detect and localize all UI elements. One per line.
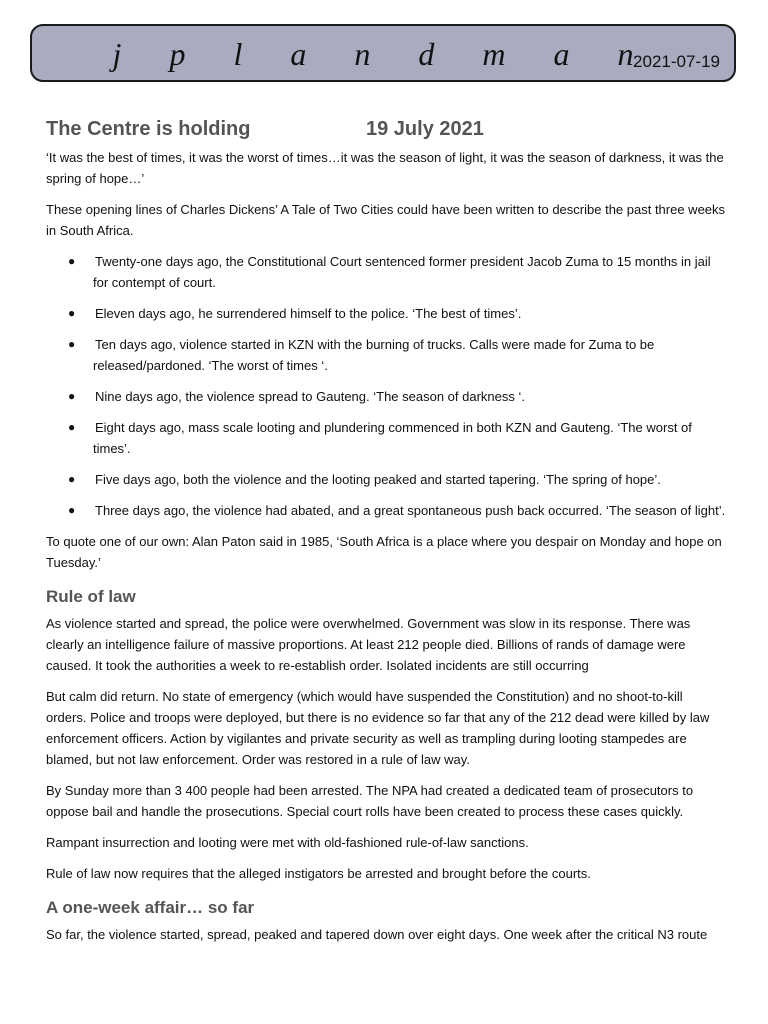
list-item [46, 303, 726, 324]
bullet-icon: ● [68, 337, 76, 351]
list-item [46, 386, 726, 407]
list-item [46, 469, 726, 490]
list-item-text: Three days ago, the violence had abated, and a great spontaneous push back occurred. ‘The season of light’. [95, 503, 726, 518]
title-row [46, 118, 726, 141]
intro-paragraph: ‘It was the best of times, it was the worst of times…it was the season of light, it was the season of darkness, it was the spring of hope…’ [46, 150, 724, 186]
header-date: 2021-07-19 [633, 52, 720, 71]
timeline-list [46, 251, 726, 521]
list-item [46, 251, 726, 293]
bullet-icon: ● [68, 306, 76, 320]
list-item [46, 417, 726, 459]
masthead [30, 24, 736, 82]
list-item-text: Nine days ago, the violence spread to Gauteng. ‘The season of darkness ‘. [95, 389, 525, 404]
page-title: The Centre is holding [46, 118, 251, 140]
list-item-text: Eight days ago, mass scale looting and plundering commenced in both KZN and Gauteng. ‘The worst of times’. [93, 420, 692, 456]
section-heading-rule-of-law: Rule of law [46, 587, 136, 606]
intro-paragraph: These opening lines of Charles Dickens’ A Tale of Two Cities could have been written to describe the past three weeks in South Africa. [46, 202, 726, 238]
bullet-icon: ● [68, 389, 76, 403]
body-paragraph: Rule of law now requires that the alleged instigators be arrested and brought before the courts. [46, 866, 591, 881]
bullet-icon: ● [68, 503, 76, 517]
body-paragraph: By Sunday more than 3 400 people had been arrested. The NPA had created a dedicated team of prosecutors to oppose bail and handle the prosecutions. Special court rolls have been created to process these cases quickly. [46, 783, 694, 819]
body-paragraph: So far, the violence started, spread, peaked and tapered down over eight days. One week after the critical N3 route [46, 927, 708, 942]
bullet-icon: ● [68, 472, 76, 486]
body-paragraph: As violence started and spread, the police were overwhelmed. Government was slow in its response. There was clearly an intelligence failure of massive proportions. At least 212 people died. Billions of rands of damage were caused. It took the authorities a week to re-establish order. Isolated incidents are still occurring [46, 616, 691, 673]
quote-paragraph: To quote one of our own: Alan Paton said in 1985, ‘South Africa is a place where you despair on Monday and hope on Tuesday.’ [46, 534, 722, 570]
list-item-text: Twenty-one days ago, the Constitutional Court sentenced former president Jacob Zuma to 15 months in jail for contempt of court. [93, 254, 711, 290]
section-heading-one-week-affair: A one-week affair… so far [46, 898, 255, 917]
body-paragraph: But calm did return. No state of emergency (which would have suspended the Constitution) and no shoot-to-kill orders. Police and troops were deployed, but there is no evidence so far that any of the 212 dead were killed by law enforcement officers. Action by vigilantes and private security as well as trampling during looting stampedes are blamed, but not law enforcement. Order was restored in a rule of law way. [46, 689, 710, 767]
article [46, 118, 726, 955]
brand-logo: j p l a n d m a n [112, 36, 654, 72]
bullet-icon: ● [68, 420, 76, 434]
body-paragraph: Rampant insurrection and looting were met with old-fashioned rule-of-law sanctions. [46, 835, 529, 850]
bullet-icon: ● [68, 254, 76, 268]
list-item-text: Eleven days ago, he surrendered himself to the police. ‘The best of times’. [95, 306, 522, 321]
list-item-text: Five days ago, both the violence and the looting peaked and started tapering. ‘The spring of hope’. [95, 472, 661, 487]
list-item [46, 334, 726, 376]
list-item-text: Ten days ago, violence started in KZN with the burning of trucks. Calls were made for Zuma to be released/pardoned. ‘The worst of times ‘. [93, 337, 655, 373]
article-date: 19 July 2021 [366, 118, 484, 140]
list-item [46, 500, 726, 521]
